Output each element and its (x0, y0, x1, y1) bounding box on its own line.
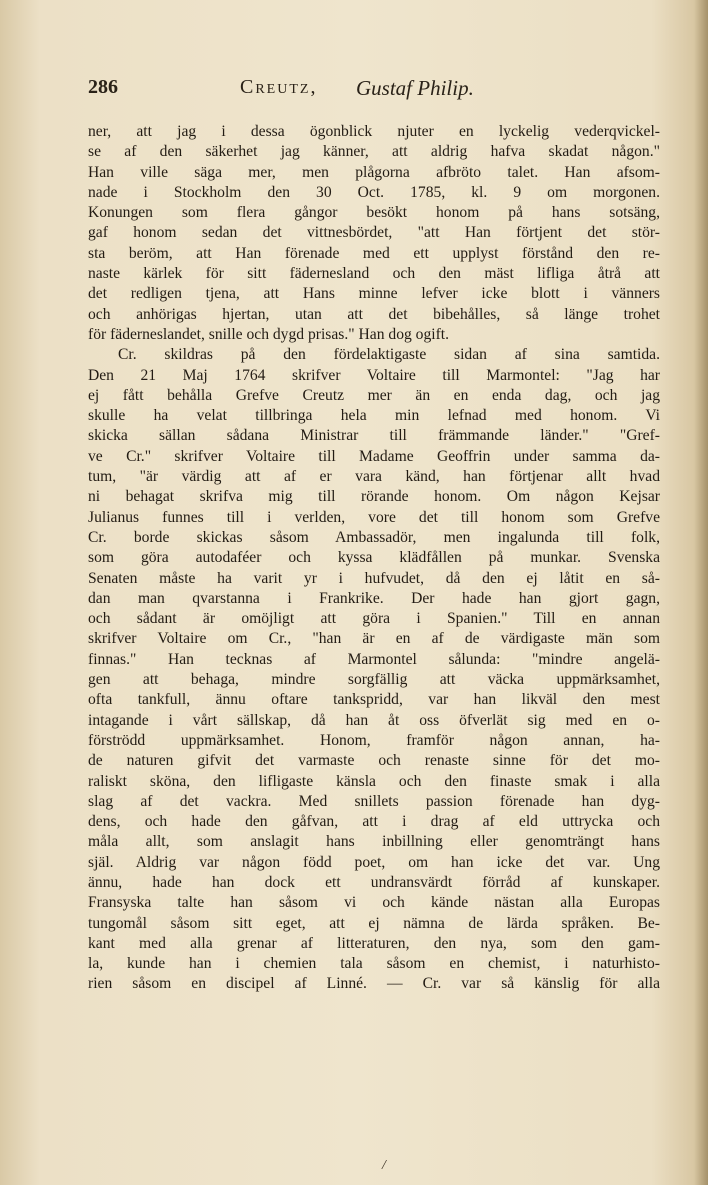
text-line: Konungen som flera gångor besökt honom på hans sotsäng, (88, 204, 660, 222)
text-line: Senaten måste ha varit yr i hufvudet, då den ej låtit en så- (88, 569, 660, 587)
text-line: sta beröm, att Han förenade med ett upplyst förstånd den re- (88, 244, 660, 262)
text-line: ännu, hade han dock ett undransvärdt förråd af kunskaper. (88, 873, 660, 891)
text-line: och sådant är omöjligt att göra i Spanien." Till en annan (88, 610, 660, 628)
text-line: kant med alla grenar af litteraturen, den nya, som den gam- (88, 934, 660, 952)
running-head-author: Creutz, (240, 76, 318, 98)
text-line: ni behagat skrifva mig till rörande honom. Om någon Kejsar (88, 488, 660, 506)
text-line: tum, "är värdig att af er vara känd, han förtjenar allt hvad (88, 468, 660, 486)
text-line: gen att behaga, mindre sorgfällig att väcka uppmärksamhet, (88, 671, 660, 689)
text-line: Cr. borde skickas såsom Ambassadör, men ingalunda till folk, (88, 528, 660, 546)
text-line: och anhörigas hjertan, utan att det bibehålles, så länge trohet (88, 305, 660, 323)
text-line: förströdd uppmärksamhet. Honom, framför någon annan, ha- (88, 731, 660, 749)
text-line: raliskt sköna, den lifligaste känsla och den finaste smak i alla (88, 772, 660, 790)
text-line: la, kunde han i chemien tala såsom en chemist, i naturhisto- (88, 955, 660, 973)
text-line: tungomål såsom sitt eget, att ej nämna de lärda språken. Be- (88, 914, 660, 932)
text-line: dens, och hade den gåfvan, att i drag af eld uttrycka och (88, 813, 660, 831)
text-line: själ. Aldrig var någon född poet, om han icke det var. Ung (88, 853, 660, 871)
text-line: Julianus funnes till i verlden, vore det till honom som Grefve (88, 508, 660, 526)
footer-mark: / (382, 1158, 386, 1173)
text-line: skrifver Voltaire om Cr., "han är en af de värdigaste män som (88, 630, 660, 648)
text-line: för fäderneslandet, snille och dygd prisas." Han dog ogift. (88, 325, 450, 343)
text-line: skicka sällan sådana Ministrar till främmande länder." "Gref- (88, 427, 660, 445)
text-line: nade i Stockholm den 30 Oct. 1785, kl. 9 om morgonen. (88, 183, 660, 201)
text-line: rien såsom en discipel af Linné. — Cr. var så känslig för alla (88, 975, 660, 993)
text-line: det redligen tjena, att Hans minne lefver icke blott i vänners (88, 285, 660, 303)
text-line: se af den säkerhet jag känner, att aldrig hafva skadat någon." (88, 143, 660, 161)
text-line: finnas." Han tecknas af Marmontel sålunda: "mindre angelä- (88, 650, 660, 668)
text-line: naste kärlek för sitt fädernesland och den mäst lifliga åtrå att (88, 265, 660, 283)
text-line: ej fått behålla Grefve Creutz mer än en enda dag, och jag (88, 386, 660, 404)
text-line: skulle ha velat tillbringa hela min lefnad med honom. Vi (88, 407, 660, 425)
text-line: måla allt, som anslagit hans inbillning eller genomträngt hans (88, 833, 660, 851)
body-text (88, 122, 660, 995)
text-line: gaf honom sedan det vittnesbördet, "att Han förtjent det stör- (88, 224, 660, 242)
page-edge-shadow (694, 0, 708, 1185)
text-line: som göra autodaféer och kyssa klädfållen på munkar. Svenska (88, 549, 660, 567)
text-line: ve Cr." skrifver Voltaire till Madame Geoffrin under samma da- (88, 447, 660, 465)
text-line: Den 21 Maj 1764 skrifver Voltaire till Marmontel: "Jag har (88, 366, 660, 384)
text-line: Cr. skildras på den fördelaktigaste sidan af sina samtida. (118, 346, 660, 364)
running-head (88, 76, 658, 106)
text-line: ofta tankfull, ännu oftare tankspridd, var han likväl den mest (88, 691, 660, 709)
text-line: de naturen gifvit det varmaste och renaste sinne för det mo- (88, 752, 660, 770)
page-number: 286 (88, 76, 118, 98)
text-line: intagande i vårt sällskap, då han åt oss öfverlät sig med en o- (88, 711, 660, 729)
running-head-name: Gustaf Philip. (356, 76, 474, 100)
text-line: ner, att jag i dessa ögonblick njuter en lyckelig vederqvickel- (88, 123, 660, 140)
text-line: dan man qvarstanna i Frankrike. Der hade han gjort gagn, (88, 589, 660, 607)
text-line: Han ville säga mer, men plågorna afbröto talet. Han afsom- (88, 163, 660, 181)
text-line: Fransyska talte han såsom vi och kände nästan alla Europas (88, 894, 660, 912)
text-line: slag af det vackra. Med snillets passion förenade han dyg- (88, 792, 660, 810)
